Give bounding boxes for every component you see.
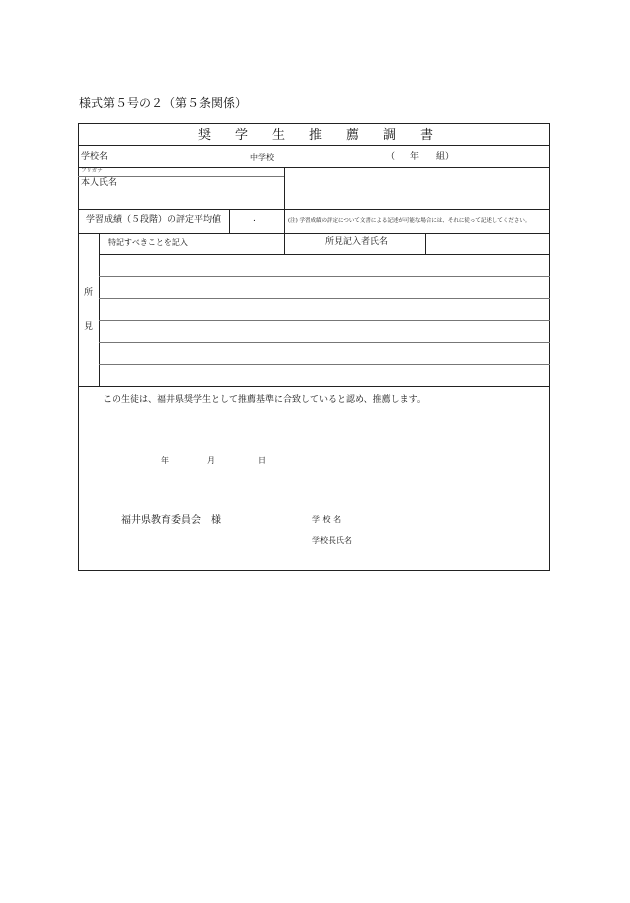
special-notes-label: 特記すべきことを記入: [108, 238, 188, 247]
writing-line: [99, 320, 550, 321]
writing-line: [99, 342, 550, 343]
divider: [78, 167, 550, 168]
divider: [229, 209, 230, 233]
middle-school-label: 中学校: [250, 153, 274, 162]
form-number: 様式第５号の２（第５条関係）: [79, 96, 248, 110]
furigana-label: フリガナ: [81, 168, 103, 174]
divider: [284, 233, 285, 254]
divider: [78, 145, 550, 146]
divider: [78, 233, 550, 234]
class-label: 組）: [436, 152, 455, 162]
opinion-label-2: 見: [84, 322, 94, 332]
grade-average-label: 学習成績（５段階）の評定平均値: [86, 215, 222, 225]
recommendation-statement: この生徒は、福井県奨学生として推薦基準に合致していると認め、推薦します。: [103, 395, 426, 405]
writing-line: [99, 364, 550, 365]
form-title: 奨学生推薦調書: [198, 128, 458, 143]
school-name-label: 学校名: [81, 152, 109, 162]
addressee: 福井県教育委員会 様: [121, 515, 221, 526]
divider: [78, 386, 550, 387]
divider: [425, 233, 426, 254]
principal-name-label: 学校長氏名: [312, 536, 352, 545]
divider: [284, 167, 285, 209]
date-year-label: 年: [161, 456, 169, 465]
writing-line: [99, 298, 550, 299]
writer-name-label: 所見記入者氏名: [325, 237, 389, 247]
year-label: 年: [410, 152, 420, 162]
divider: [78, 209, 550, 210]
school-name-sign-label: 学 校 名: [312, 515, 342, 524]
student-name-label: 本人氏名: [81, 178, 118, 188]
form-frame: [78, 123, 550, 571]
furigana-divider: [78, 176, 284, 177]
divider: [284, 209, 285, 233]
date-day-label: 日: [258, 456, 266, 465]
grade-average-value: .: [253, 214, 256, 224]
divider: [99, 254, 550, 255]
class-paren-open: （: [386, 152, 396, 162]
grade-note: (注) 学習成績の評定について文書による記述が可能な場合には、それに従って記述してください。: [288, 218, 531, 224]
opinion-label-1: 所: [84, 288, 94, 298]
writing-line: [99, 276, 550, 277]
date-month-label: 月: [207, 456, 215, 465]
